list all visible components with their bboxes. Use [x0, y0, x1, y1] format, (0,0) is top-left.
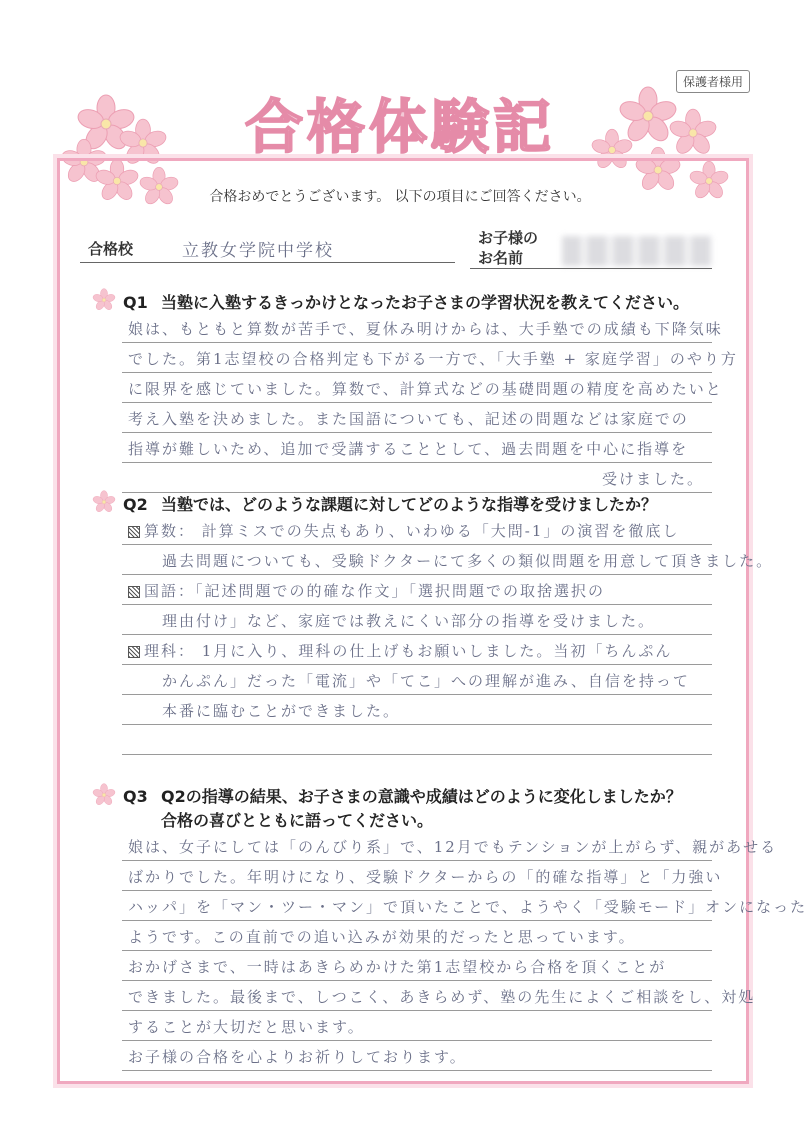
child-name-label-line2: お名前	[478, 249, 524, 267]
school-label: 合格校	[88, 240, 134, 258]
q1-number: Q1	[123, 293, 148, 312]
answer-line	[122, 724, 712, 755]
answer-line: 娘は、女子にしては「のんびり系」で、12月でもテンションが上がらず、親があせる	[122, 830, 712, 861]
q2-number: Q2	[123, 495, 148, 514]
answer-line: 考え入塾を決めました。また国語についても、記述の問題などは家庭での	[122, 402, 712, 433]
q1-heading	[95, 290, 689, 313]
q2-heading	[95, 492, 657, 515]
answer-line: 指導が難しいため、追加で受講することとして、過去問題を中心に指導を	[122, 432, 712, 463]
answer-line: することが大切だと思います。	[122, 1010, 712, 1041]
answer-line: でした。第1志望校の合格判定も下がる一方で、「大手塾 + 家庭学習」のやり方	[122, 342, 712, 373]
answer-line: 理科： 1月に入り、理科の仕上げもお願いしました。当初「ちんぷん	[122, 634, 712, 665]
answer-line: おかげさまで、一時はあきらめかけた第1志望校から合格を頂くことが	[122, 950, 712, 981]
answer-line: 本番に臨むことができました。	[122, 694, 712, 725]
answer-line: 過去問題についても、受験ドクターにて多くの類似問題を用意して頂きました。	[122, 544, 712, 575]
child-name-label-line1: お子様の	[478, 229, 539, 247]
q2-question: 当塾では、どのような課題に対してどのような指導を受けましたか？	[161, 495, 658, 514]
q3-question-line2: 合格の喜びとともに語ってください。	[161, 811, 434, 830]
answer-line: ようです。この直前での追い込みが効果的だったと思っています。	[122, 920, 712, 951]
school-value: 立教女学院中学校	[182, 241, 334, 261]
q3-number: Q3	[123, 787, 148, 806]
answer-line: お子様の合格を心よりお祈りしております。	[122, 1040, 712, 1071]
answer-line: 娘は、もともと算数が苦手で、夏休み明けからは、大手塾での成績も下降気味	[122, 312, 712, 343]
school-underline	[80, 262, 455, 263]
answer-line: ハッパ」を「マン・ツー・マン」で頂いたことで、ようやく「受験モード」オンになった	[122, 890, 712, 921]
q1-question: 当塾に入塾するきっかけとなったお子さまの学習状況を教えてください。	[161, 293, 690, 312]
bullet-mark-icon	[128, 586, 140, 598]
answer-line: 算数： 計算ミスでの失点もあり、いわゆる「大問-1」の演習を徹底し	[122, 514, 712, 545]
blossom-icon	[93, 491, 115, 513]
answer-line: かんぷん」だった「電流」や「てこ」への理解が進み、自信を持って	[122, 664, 712, 695]
role-tag: 保護者様用	[676, 70, 750, 93]
bullet-mark-icon	[128, 646, 140, 658]
name-underline	[470, 268, 712, 269]
q3-heading	[95, 785, 682, 833]
answer-line: 受けました。	[122, 462, 712, 493]
blossom-icon	[93, 784, 115, 806]
answer-line: ばかりでした。年明けになり、受験ドクターからの「的確な指導」と「力強い	[122, 860, 712, 891]
answer-line: 理由付け」など、家庭では教えにくい部分の指導を受けました。	[122, 604, 712, 635]
blossom-icon	[93, 289, 115, 311]
answer-line: に限界を感じていました。算数で、計算式などの基礎問題の精度を高めたいと	[122, 372, 712, 403]
form-instructions: 合格おめでとうございます。 以下の項目にご回答ください。	[209, 189, 591, 205]
bullet-mark-icon	[128, 526, 140, 538]
child-name-label	[478, 228, 538, 268]
redacted-name	[562, 236, 712, 266]
answer-line: 国語：「記述問題での的確な作文」「選択問題での取捨選択の	[122, 574, 712, 605]
page-title: 合格体験記	[244, 93, 555, 161]
q3-question: Q2の指導の結果、お子さまの意識や成績はどのように変化しましたか？	[161, 787, 682, 806]
answer-line: できました。最後まで、しつこく、あきらめず、塾の先生によくご相談をし、対処	[122, 980, 712, 1011]
